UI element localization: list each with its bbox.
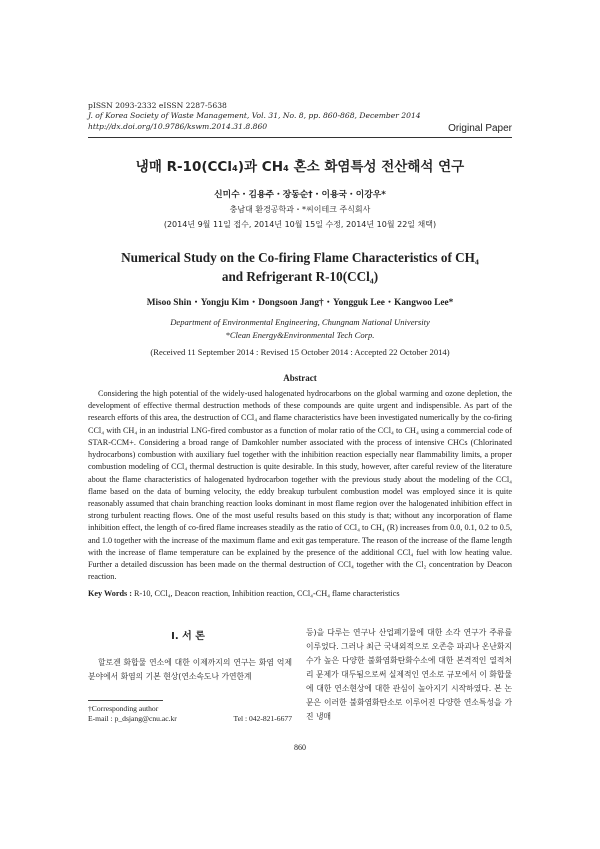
- korean-dates: (2014년 9월 11일 접수, 2014년 10월 15일 수정, 2014년 10월 22일 채택): [163, 220, 437, 229]
- issn-line: pISSN 2093-2332 eISSN 2287-5638: [88, 101, 227, 110]
- body-column-left: 할로겐 화합물 연소에 대한 이제까지의 연구는 화염 억제 분야에서 화염의 기본 현상(연소속도나 가연한계: [88, 658, 292, 681]
- korean-title: 냉매 R-10(CCl₄)과 CH₄ 혼소 화염특성 전산해석 연구: [135, 159, 465, 175]
- footnote-email[interactable]: E-mail : p_dsjang@cnu.ac.kr: [88, 714, 177, 723]
- affiliation-line2: *Clean Energy&Environmental Tech Corp.: [225, 329, 375, 340]
- abstract-body: Considering the high potential of the widely-used halogenated hydrocarbons on the global warming and ozone depletion, the development of effective thermal destruction methods of these compounds are quite urgent and indispensible. As part of the research efforts of this area, the destruction of CCl₄ and flame characteristics have been investigated numerically by the co-firing CCl₄ with CH₄ in an industrial LNG-fired combustor as a function of molar ratio of the CCl₄ to CH₄ using a commercial code of STAR-CCM+. Considering a broad range of Damkohler number associated with the process of intensive CHCs (Chlorinated hydrocarbons) combustion with auxiliary fuel together with the inhibition reaction especially near flammability limits, a proper combustion modeling of CCl₄ thermal destruction is quite desirable. In this study, however, after careful review of the literature about the flame characteristics of halogenated hydrocarbon together with the previous study about the modeling of the CCl₄ flame based on the data of burning velocity, the eddy breakup turbulent combustion model was employed since it is quite reasonably assumed that chain branching reaction looks dominant in most flame region over the halogenated inhibition effect in strong turbulent reacting flows. One of the most useful results based on this study is that; without any incorporation of flame inhibition effect, the length of co-fired flame increases steadily as the ratio of CCl₄ to CH₄ (R) increases from 0.0, 0.1, 0.2 to 0.5, and 1.0 together with the increase of the maximum flame and exit gas temperature. The reason of the increase of the flame length with the increase of flame temperature can be explained by the presence of the additional CCl₄ fuel with low heating value. Further a detailed discussion has been made on the thermal destruction of CCl₄ together with the Cl₂ concentration by Deacon reaction.: [88, 389, 512, 582]
- footnote-tel: Tel : 042-821-6677: [233, 714, 292, 723]
- keywords-text: R-10, CCl₄, Deacon reaction, Inhibition reaction, CCl₄-CH₄ flame characteristics: [134, 589, 400, 598]
- doi-link[interactable]: http://dx.doi.org/10.9786/kswm.2014.31.8.860: [88, 122, 268, 131]
- korean-authors: 신미수・김용주・장동순†・이용국・이강우*: [214, 190, 386, 200]
- footnote-contact: [88, 714, 292, 725]
- section-heading: I. 서 론: [171, 631, 205, 642]
- english-dates: (Received 11 September 2014 : Revised 15 October 2014 : Accepted 22 October 2014): [150, 347, 450, 357]
- korean-affiliation: 충남대 환경공학과・*씨이테크 주식회사: [229, 205, 371, 214]
- english-title-line2: and Refrigerant R-10(CCl₄): [221, 268, 379, 284]
- english-title: [88, 249, 512, 286]
- english-title-line1: Numerical Study on the Co-firing Flame Characteristics of CH₄: [121, 250, 479, 265]
- footnote-rule: [88, 700, 163, 701]
- keywords-line: [88, 589, 512, 598]
- page-number: 860: [294, 743, 306, 752]
- body-column-right: 등)을 다루는 연구나 산업폐기물에 대한 소각 연구가 주류를 이루었다. 그러나 최근 국내외적으로 오존층 파괴나 온난화지수가 높은 다양한 불화염화탄화수소에 대한 본격적인 열적처리 문제가 대두됨으로써 실제적인 연소로 규모에서 이 화합물에 대한 연소현상에 대한 관심이 높아지기 시작하였다. 본 논문은 이러한 불화염화탄소로 이루어진 다양한 연소특성을 가진 냉매: [306, 628, 512, 721]
- keywords-label: Key Words :: [88, 589, 132, 598]
- footnote-label: †Corresponding author: [88, 704, 159, 713]
- affiliation-line1: Department of Environmental Engineering, Chungnam National University: [170, 317, 430, 327]
- english-affiliation: [88, 316, 512, 341]
- english-authors: Misoo Shin・Yongju Kim・Dongsoon Jang†・Yongguk Lee・Kangwoo Lee*: [146, 298, 454, 308]
- abstract-heading: Abstract: [283, 373, 317, 383]
- journal-citation: J. of Korea Society of Waste Management, Vol. 31, No. 8, pp. 860-868, December 2014: [88, 111, 421, 120]
- header-rule: [88, 137, 512, 138]
- article-type-label: Original Paper: [448, 123, 512, 134]
